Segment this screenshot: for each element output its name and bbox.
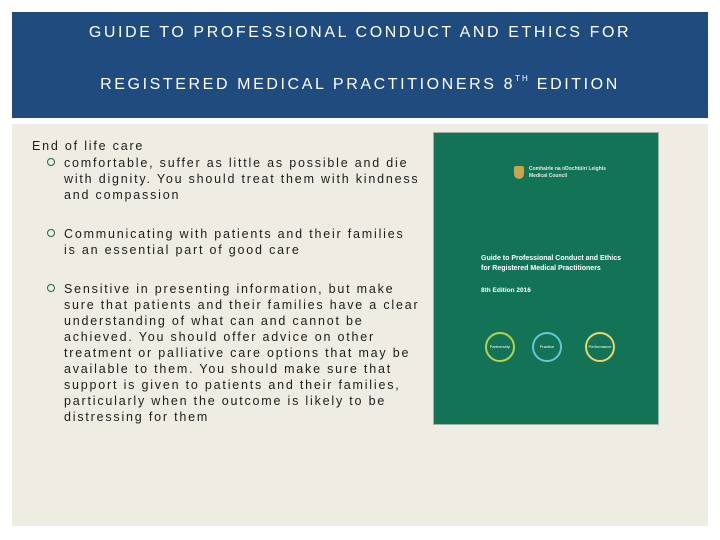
cover-title-line-2: for Registered Medical Practitioners [481, 265, 601, 272]
bullet-circle-icon [47, 229, 55, 237]
cover-panel [437, 136, 655, 421]
title-line-2 [12, 68, 708, 96]
partnership-circle: Partnership [485, 332, 515, 362]
cover-title-line-1: Guide to Professional Conduct and Ethics [481, 255, 622, 262]
title-line-1: GUIDE TO PROFESSIONAL CONDUCT AND ETHICS FOR [88, 24, 632, 41]
bullet-text: Communicating with patients and their families is an essential part of good care [64, 227, 405, 257]
body-text [32, 138, 422, 425]
bullet-circle-icon [47, 158, 55, 166]
practice-circle: Practice [532, 332, 562, 362]
bullet-item [32, 226, 422, 258]
guide-cover-image [433, 132, 659, 425]
intro-text: End of life care [32, 139, 145, 153]
title-line-2-text: REGISTERED MEDICAL PRACTITIONERS 8 [100, 76, 516, 93]
bullet-circle-icon [47, 284, 55, 292]
title-line-2-end: EDITION [529, 76, 620, 93]
bullet-item [32, 281, 422, 425]
bullet-text: comfortable, suffer as little as possible and die with dignity. You should treat them with kindness and compassion [64, 156, 420, 202]
cover-title [481, 254, 651, 274]
cover-org-name [529, 166, 606, 180]
bullet-item [32, 155, 422, 203]
title-superscript: TH [515, 74, 530, 83]
performance-circle: Performance [585, 332, 615, 362]
bullet-text: Sensitive in presenting information, but make sure that patients and their families have a clear understanding of what can and cannot be achieved. You should offer advice on other treatment or palliative care options that may be available to them. You should make sure that support is given to patients and their families, particularly when the outcome is likely to be distressing for them [64, 282, 420, 424]
header-banner [12, 12, 708, 118]
cover-org-line-1: Comhairle na nDochtúirí Leighis [529, 166, 606, 172]
cover-edition: 8th Edition 2016 [481, 287, 531, 294]
crest-icon [514, 166, 524, 179]
cover-org-line-2: Medical Council [529, 173, 568, 179]
